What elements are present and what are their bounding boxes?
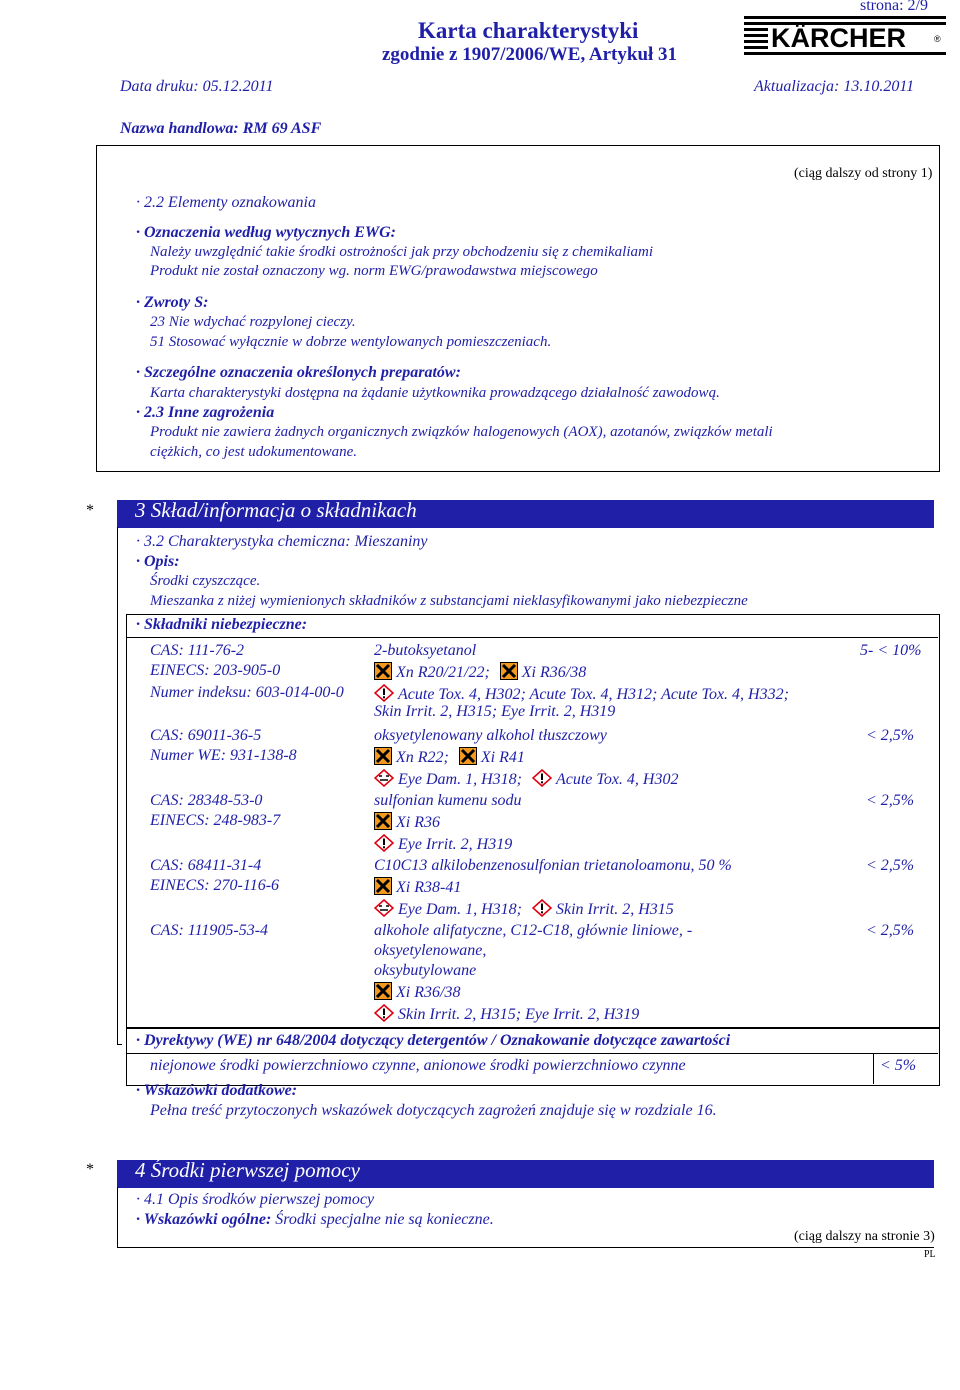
special-marking-text: Karta charakterystyki dostępna na żądanie użytkownika prowadzącego działalność zawodową. <box>150 385 720 401</box>
corrosion-icon <box>374 899 394 917</box>
ingredient-name: oksyetylenowany alkohol tłuszczowy <box>374 727 607 744</box>
r-phrase: Xn R20/21/22; <box>396 664 490 681</box>
s-phrases-title: · Zwroty S: <box>136 294 209 311</box>
additional-info-title: · Wskazówki dodatkowe: <box>136 1082 298 1099</box>
ingredient-h-phrases <box>374 684 789 704</box>
ingredient-percentage: 5- < 10% <box>860 642 922 659</box>
ingredient-id: EINECS: 248-983-7 <box>150 812 281 829</box>
ingredient-name: alkohole alifatyczne, C12-C18, głównie liniowe, - <box>374 922 693 939</box>
section-3-title: 3 Skład/informacja o składnikach <box>135 498 417 522</box>
ingredient-percentage: < 2,5% <box>866 727 915 744</box>
section-4-left-rule <box>117 1187 118 1247</box>
ewg-title: · Oznaczenia według wytycznych EWG: <box>136 224 396 241</box>
r-phrase: Xi R41 <box>480 749 525 766</box>
irritant-x-icon <box>374 877 392 895</box>
other-hazards-title: · 2.3 Inne zagrożenia <box>136 404 275 421</box>
ewg-line-1: Należy uwzględnić takie środki ostrożności jak przy obchodzeniu się z chemikaliami <box>150 244 653 260</box>
document-subtitle: zgodnie z 1907/2006/WE, Artykuł 31 <box>382 44 678 65</box>
general-advice-text: Środki specjalne nie są konieczne. <box>271 1211 494 1228</box>
h-phrase: Eye Irrit. 2, H319 <box>398 836 513 853</box>
section-3-bar <box>117 500 934 528</box>
description-text: Środki czyszczące. <box>150 573 261 589</box>
exclamation-mark-icon <box>532 769 552 787</box>
r-phrase: Xi R38-41 <box>396 879 462 896</box>
ingredient-id: CAS: 111905-53-4 <box>150 922 269 939</box>
s-phrase-23: 23 Nie wdychać rozpylonej cieczy. <box>150 314 356 330</box>
general-advice <box>136 1211 494 1229</box>
ingredient-id: CAS: 111-76-2 <box>150 642 245 659</box>
detergents-column-rule <box>873 1053 874 1084</box>
section-4-bar <box>117 1160 934 1188</box>
karcher-logo <box>744 16 946 56</box>
detergents-rule <box>126 1053 938 1054</box>
ingredient-name: sulfonian kumenu sodu <box>374 792 522 809</box>
ingredients-header-rule <box>126 637 938 638</box>
section-3-changed-star: * <box>86 502 94 519</box>
section-2-2-heading: · 2.2 Elementy oznakowania <box>136 194 316 211</box>
ingredient-r-phrases <box>374 747 525 767</box>
exclamation-mark-icon <box>374 1004 394 1022</box>
ingredient-id: EINECS: 270-116-6 <box>150 877 280 894</box>
harmful-x-icon <box>374 747 392 765</box>
irritant-x-icon <box>459 747 477 765</box>
detergents-content: niejonowe środki powierzchniowo czynne, anionowe środki powierzchniowo czynne <box>150 1057 686 1074</box>
ingredient-name: oksybutylowane <box>374 962 477 979</box>
ingredient-percentage: < 2,5% <box>866 922 915 939</box>
trade-name: Nazwa handlowa: RM 69 ASF <box>120 120 322 137</box>
ewg-line-2: Produkt nie został oznaczony wg. norm EWG/prawodawstwa miejscowego <box>150 263 598 279</box>
other-hazards-line-2: ciężkich, co jest udokumentowane. <box>150 444 358 460</box>
r-phrase: Xi R36/38 <box>396 984 461 1001</box>
logo-text: KÄRCHER <box>771 23 906 53</box>
continued-on: (ciąg dalszy na stronie 3) <box>794 1229 935 1244</box>
h-phrase: Acute Tox. 4, H302 <box>555 771 679 788</box>
irritant-x-icon <box>374 812 392 830</box>
ingredient-r-phrases <box>374 812 440 832</box>
mixture-line: Mieszanka z niżej wymienionych składników z substancjami nieklasyfikowanymi jako niebezpieczne <box>150 593 748 609</box>
ingredient-id: CAS: 28348-53-0 <box>150 792 263 809</box>
section-4-title: 4 Środki pierwszej pomocy <box>135 1158 360 1182</box>
irritant-x-icon <box>500 662 518 680</box>
ingredient-h-phrases <box>374 1004 639 1024</box>
continued-from: (ciąg dalszy od strony 1) <box>794 166 933 181</box>
h-phrase: Eye Dam. 1, H318; <box>398 771 522 788</box>
ingredient-r-phrases <box>374 662 586 682</box>
harmful-x-icon <box>374 662 392 680</box>
ingredient-name: C10C13 alkilobenzenosulfonian trietanoloamonu, 50 % <box>374 857 732 874</box>
language-code: PL <box>924 1249 936 1260</box>
other-hazards-line-1: Produkt nie zawiera żadnych organicznych związków halogenowych (AOX), azotanów, związków metali <box>150 424 773 440</box>
detergents-title: · Dyrektywy (WE) nr 648/2004 dotyczący detergentów / Oznakowanie dotyczące zawartości <box>136 1032 731 1049</box>
page-number: strona: 2/9 <box>860 0 928 14</box>
section-3-bottom-tick <box>117 1044 122 1045</box>
section-3-left-rule <box>117 527 118 1045</box>
irritant-x-icon <box>374 982 392 1000</box>
h-phrase: Skin Irrit. 2, H315; Eye Irrit. 2, H319 <box>398 1006 640 1023</box>
ingredient-r-phrases <box>374 877 461 897</box>
section-4-changed-star: * <box>86 1161 94 1178</box>
exclamation-mark-icon <box>374 834 394 852</box>
h-phrase: Acute Tox. 4, H302; Acute Tox. 4, H312; Acute Tox. 4, H332; <box>398 686 789 703</box>
ingredient-id: Numer indeksu: 603-014-00-0 <box>150 684 344 701</box>
ingredient-h-phrases <box>374 899 674 919</box>
general-advice-label: · Wskazówki ogólne: <box>136 1211 272 1228</box>
ingredient-id: CAS: 68411-31-4 <box>150 857 262 874</box>
description-title: · Opis: <box>136 553 180 570</box>
r-phrase: Xi R36 <box>396 814 440 831</box>
section-3-2-heading: · 3.2 Charakterystyka chemiczna: Mieszaniny <box>136 533 428 550</box>
update-date: Aktualizacja: 13.10.2011 <box>754 78 915 95</box>
print-date: Data druku: 05.12.2011 <box>120 78 274 95</box>
detergents-percentage: < 5% <box>880 1057 917 1074</box>
special-marking-title: · Szczególne oznaczenia określonych preparatów: <box>136 364 461 381</box>
ingredient-name: oksyetylenowane, <box>374 942 487 959</box>
h-phrase: Eye Dam. 1, H318; <box>398 901 522 918</box>
ingredient-id: Numer WE: 931-138-8 <box>150 747 297 764</box>
document-title: Karta charakterystyki <box>418 18 639 43</box>
r-phrase: Xn R22; <box>396 749 449 766</box>
additional-info-text: Pełna treść przytoczonych wskazówek dotyczących zagrożeń znajduje się w rozdziale 16. <box>150 1102 717 1119</box>
ingredient-h-phrases <box>374 834 512 854</box>
section-4-1-heading: · 4.1 Opis środków pierwszej pomocy <box>136 1191 375 1208</box>
ingredient-percentage: < 2,5% <box>866 792 915 809</box>
ingredient-name: 2-butoksyetanol <box>374 642 477 659</box>
s-phrase-51: 51 Stosować wyłącznie w dobrze wentylowanych pomieszczeniach. <box>150 334 552 350</box>
ingredient-r-phrases <box>374 982 460 1002</box>
corrosion-icon <box>374 769 394 787</box>
ingredient-id: CAS: 69011-36-5 <box>150 727 262 744</box>
logo-registered-mark: ® <box>934 34 941 44</box>
h-phrase: Skin Irrit. 2, H315; Eye Irrit. 2, H319 <box>374 703 616 720</box>
ingredient-h-phrases <box>374 769 678 789</box>
r-phrase: Xi R36/38 <box>521 664 587 681</box>
footer-rule <box>117 1247 934 1248</box>
ingredient-id: EINECS: 203-905-0 <box>150 662 281 679</box>
exclamation-mark-icon <box>374 684 394 702</box>
h-phrase: Skin Irrit. 2, H315 <box>555 901 674 918</box>
hazardous-ingredients-title: · Składniki niebezpieczne: <box>136 616 308 633</box>
exclamation-mark-icon <box>532 899 552 917</box>
ingredient-percentage: < 2,5% <box>866 857 915 874</box>
